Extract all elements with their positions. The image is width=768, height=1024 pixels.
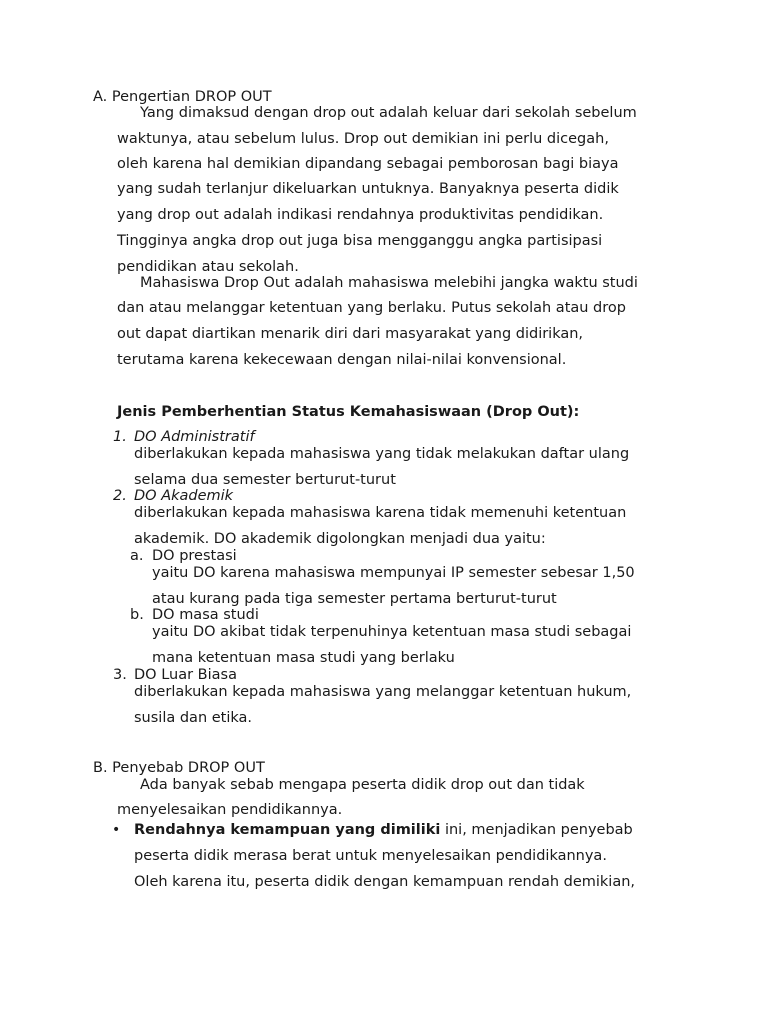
list-item-line: diberlakukan kepada mahasiswa yang tidak melakukan daftar ulang xyxy=(134,446,630,462)
list-item-line: diberlakukan kepada mahasiswa yang melanggar ketentuan hukum, xyxy=(134,684,632,700)
list-item-line: susila dan etika. xyxy=(134,710,253,726)
paragraph-line: Tingginya angka drop out juga bisa mengganggu angka partisipasi xyxy=(117,233,603,249)
paragraph-line: menyelesaikan pendidikannya. xyxy=(117,802,343,818)
bullet-item-first-line xyxy=(134,820,633,840)
sublist-item-line: mana ketentuan masa studi yang berlaku xyxy=(152,650,455,666)
section-b-heading: B. Penyebab DROP OUT xyxy=(93,760,265,776)
list-number: 3. xyxy=(113,667,127,683)
paragraph-line: Mahasiswa Drop Out adalah mahasiswa melebihi jangka waktu studi xyxy=(140,275,638,291)
paragraph-line: yang drop out adalah indikasi rendahnya produktivitas pendidikan. xyxy=(117,207,604,223)
list-item-title: DO Akademik xyxy=(134,488,234,504)
sublist-item-line: yaitu DO akibat tidak terpenuhinya ketentuan masa studi sebagai xyxy=(152,624,632,640)
sublist-item-title: DO prestasi xyxy=(152,548,237,564)
list-item-title: DO Luar Biasa xyxy=(134,667,237,683)
list-item-title: DO Administratif xyxy=(134,429,255,445)
sublist-item-line: atau kurang pada tiga semester pertama berturut-turut xyxy=(152,591,557,607)
jenis-heading: Jenis Pemberhentian Status Kemahasiswaan (Drop Out): xyxy=(117,404,580,420)
paragraph-line: dan atau melanggar ketentuan yang berlaku. Putus sekolah atau drop xyxy=(117,300,626,316)
sublist-letter: b. xyxy=(130,607,144,623)
paragraph-line: oleh karena hal demikian dipandang sebagai pemborosan bagi biaya xyxy=(117,156,619,172)
list-number: 2. xyxy=(113,488,127,504)
paragraph-line: waktunya, atau sebelum lulus. Drop out demikian ini perlu dicegah, xyxy=(117,131,609,147)
list-number: 1. xyxy=(113,429,127,445)
paragraph-line: pendidikan atau sekolah. xyxy=(117,259,299,275)
bullet-rest-text: ini, menjadikan penyebab xyxy=(440,822,633,838)
paragraph-line: out dapat diartikan menarik diri dari masyarakat yang didirikan, xyxy=(117,326,584,342)
list-item-line: akademik. DO akademik digolongkan menjadi dua yaitu: xyxy=(134,531,546,547)
bullet-icon: • xyxy=(112,822,121,838)
list-item-line: selama dua semester berturut-turut xyxy=(134,472,396,488)
section-a-heading: A. Pengertian DROP OUT xyxy=(93,89,272,105)
paragraph-line: terutama karena kekecewaan dengan nilai-nilai konvensional. xyxy=(117,352,567,368)
paragraph-line: Ada banyak sebab mengapa peserta didik drop out dan tidak xyxy=(140,777,585,793)
bullet-item-line: Oleh karena itu, peserta didik dengan kemampuan rendah demikian, xyxy=(134,874,636,890)
list-item-line: diberlakukan kepada mahasiswa karena tidak memenuhi ketentuan xyxy=(134,505,627,521)
sublist-item-title: DO masa studi xyxy=(152,607,259,623)
bullet-bold-text: Rendahnya kemampuan yang dimiliki xyxy=(134,822,441,838)
paragraph-line: Yang dimaksud dengan drop out adalah keluar dari sekolah sebelum xyxy=(140,105,637,121)
sublist-letter: a. xyxy=(130,548,144,564)
sublist-item-line: yaitu DO karena mahasiswa mempunyai IP semester sebesar 1,50 xyxy=(152,565,635,581)
bullet-item-line: peserta didik merasa berat untuk menyelesaikan pendidikannya. xyxy=(134,848,607,864)
paragraph-line: yang sudah terlanjur dikeluarkan untuknya. Banyaknya peserta didik xyxy=(117,181,619,197)
